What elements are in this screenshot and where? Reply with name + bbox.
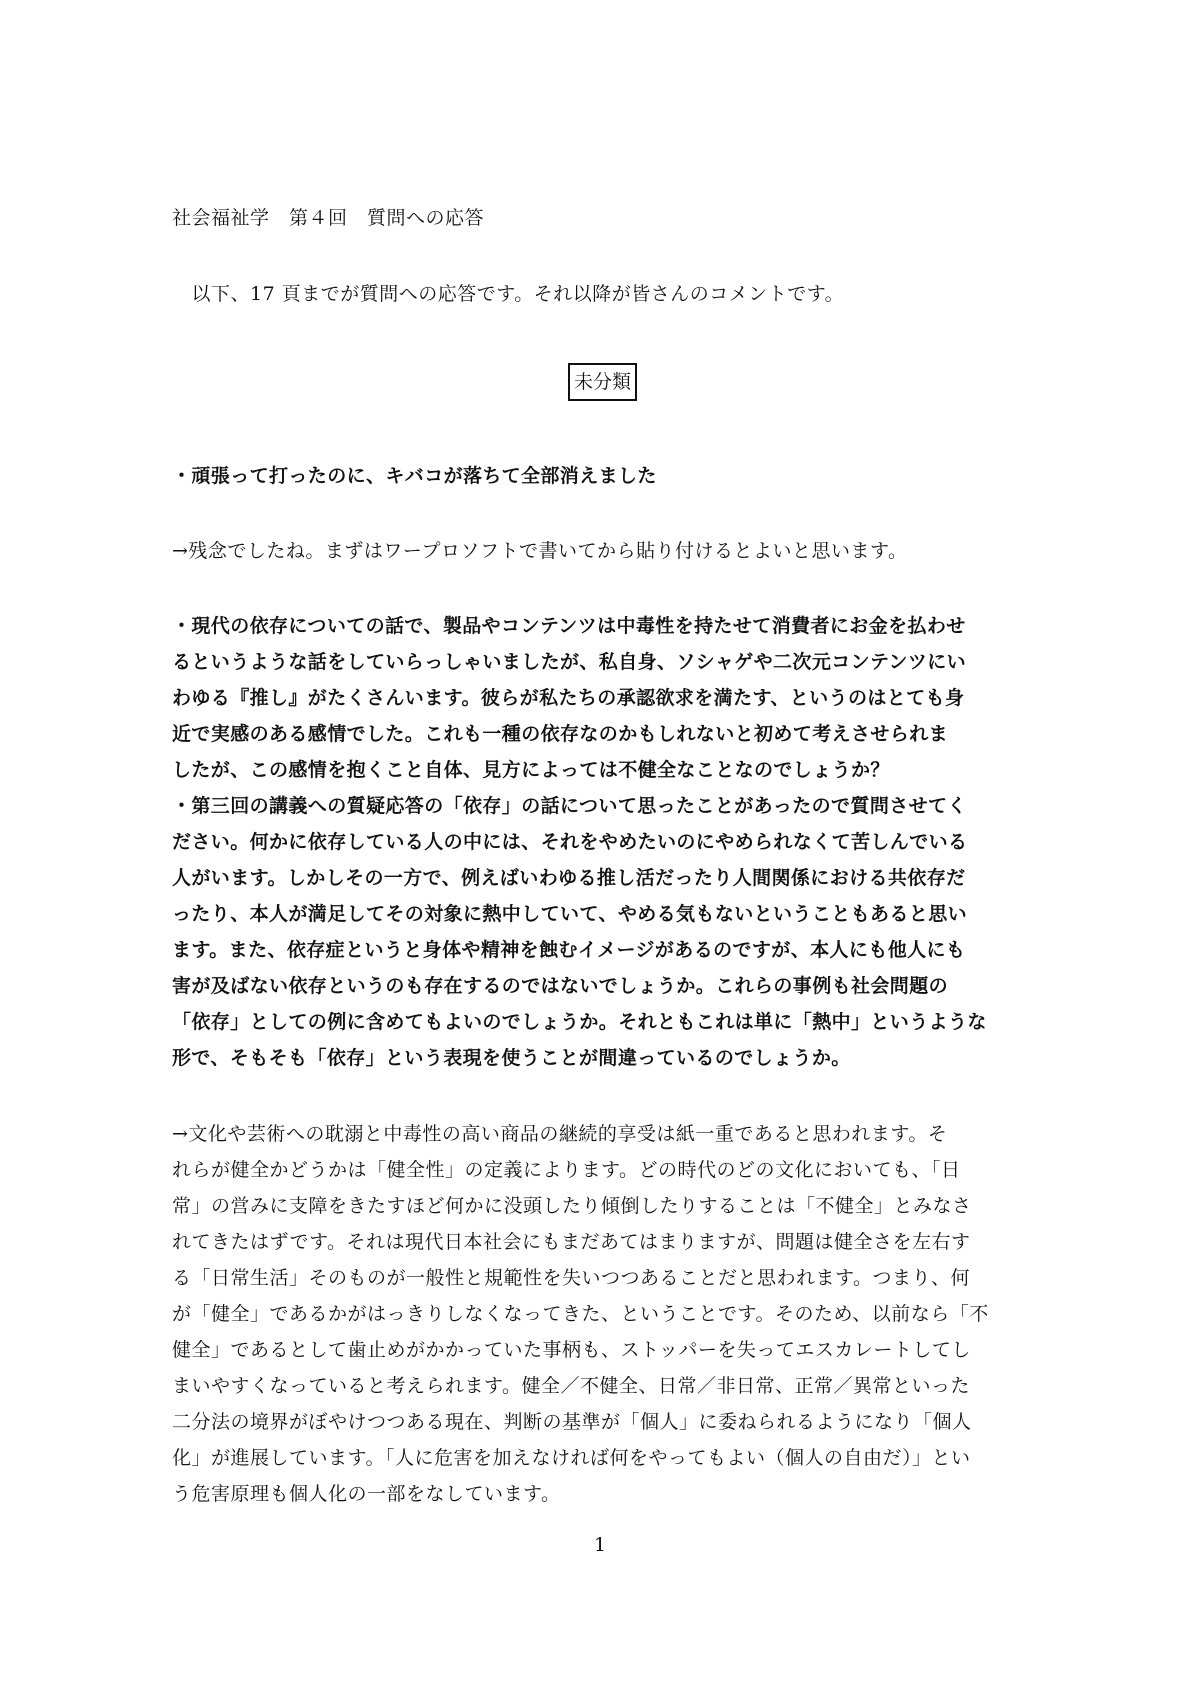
question-line: ださい。何かに依存している人の中には、それをやめたいのにやめられなくて苦しんでいる xyxy=(172,831,968,853)
answer-line: 化」が進展しています。「人に危害を加えなければ何をやってもよい（個人の自由だ）」とい xyxy=(172,1447,971,1469)
question-line: ・頑張って打ったのに、キバコが落ちて全部消えました xyxy=(172,465,657,487)
answer-line: 二分法の境界がぼやけつつある現在、判断の基準が「個人」に委ねられるようになり「個人 xyxy=(172,1411,972,1433)
question-line: 形で、そもそも「依存」という表現を使うことが間違っているのでしょうか。 xyxy=(172,1047,851,1069)
question-line: ・現代の依存についての話で、製品やコンテンツは中毒性を持たせて消費者にお金を払わせ xyxy=(172,615,966,637)
question-line: 人がいます。しかしその一方で、例えばいわゆる推し活だったり人間関係における共依存だ xyxy=(172,867,966,889)
question-line: 「依存」としての例に含めてもよいのでしょうか。それともこれは単に「熱中」というような xyxy=(172,1011,987,1033)
answer-line: 健全」であるとして歯止めがかかっていた事柄も、ストッパーを失ってエスカレートしてし xyxy=(172,1339,971,1361)
intro-text: 以下、17 頁までが質問への応答です。それ以降が皆さんのコメントです。 xyxy=(172,283,845,305)
answer-line: れらが健全かどうかは「健全性」の定義によります。どの時代のどの文化においても、「日 xyxy=(172,1159,961,1181)
answer-line: る「日常生活」そのものが一般性と規範性を失いつつあることだと思われます。つまり、何 xyxy=(172,1267,970,1289)
question-line: わゆる『推し』がたくさんいます。彼らが私たちの承認欲求を満たす、というのはとても身 xyxy=(172,687,965,709)
question-line: したが、この感情を抱くこと自体、見方によっては不健全なことなのでしょうか？ xyxy=(172,759,890,781)
question-line: 害が及ばない依存というのも存在するのではないでしょうか。これらの事例も社会問題の xyxy=(172,975,949,997)
page-number: 1 xyxy=(593,1534,607,1556)
answer-line: まいやすくなっていると考えられます。健全／不健全、日常／非日常、正常／異常といった xyxy=(172,1375,970,1397)
section-heading-box: 未分類 xyxy=(568,363,637,401)
question-line: ・第三回の講義への質疑応答の「依存」の話について思ったことがあったので質問させてく xyxy=(172,795,967,817)
answer-line: が「健全」であるかがはっきりしなくなってきた、ということです。そのため、以前なら「不 xyxy=(172,1303,989,1325)
answer-line: う危害原理も個人化の一部をなしています。 xyxy=(172,1483,561,1505)
question-line: るというような話をしていらっしゃいましたが、私自身、ソシャゲや二次元コンテンツにい xyxy=(172,651,967,673)
question-line: ったり、本人が満足してその対象に熱中していて、やめる気もないということもあると思い xyxy=(172,903,968,925)
answer-line: →残念でしたね。まずはワープロソフトで書いてから貼り付けるとよいと思います。 xyxy=(172,540,908,562)
answer-line: 常」の営みに支障をきたすほど何かに没頭したり傾倒したりすることは「不健全」とみなさ xyxy=(172,1195,972,1217)
document-title: 社会福祉学 第４回 質問への応答 xyxy=(172,207,485,229)
answer-line: れてきたはずです。それは現代日本社会にもまだあてはまりますが、問題は健全さを左右す xyxy=(172,1231,971,1253)
question-line: ます。また、依存症というと身体や精神を蝕むイメージがあるのですが、本人にも他人にも xyxy=(172,939,966,961)
question-line: 近で実感のある感情でした。これも一種の依存なのかもしれないと初めて考えさせられま xyxy=(172,723,949,745)
answer-line: →文化や芸術への耽溺と中毒性の高い商品の継続的享受は紙一重であると思われます。そ xyxy=(172,1123,948,1145)
